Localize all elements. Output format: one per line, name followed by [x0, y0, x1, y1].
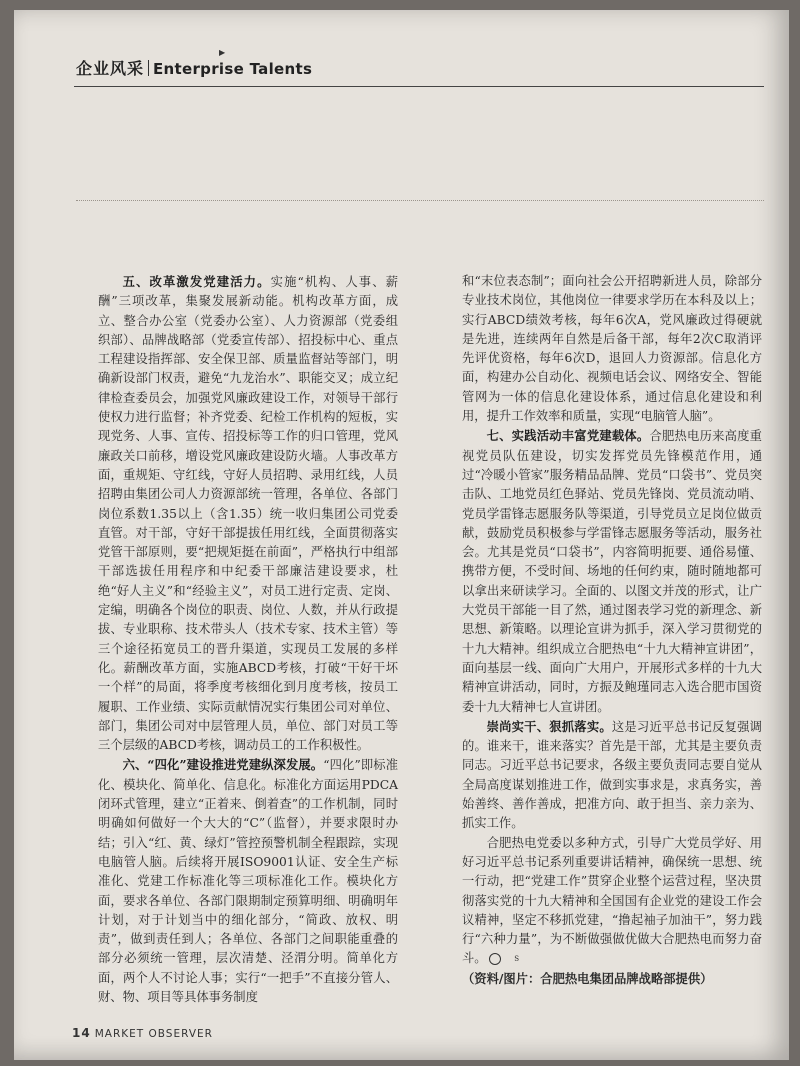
section-header — [76, 48, 313, 79]
body-hard-work: 这是习近平总书记反复强调的。谁来干，谁来落实？首先是干部，尤其是主要负责同志。习近平总书记要求，各级主要负责同志要自觉从全局高度谋划推进工作，做到实事求是，求真务实，善始善终、善作善成，把准方向、敢于担当、亲力亲为、抓实工作。 — [462, 719, 762, 831]
paragraph-continuation: 和“末位表态制”；面向社会公开招聘新进人员，除部分专业技术岗位，其他岗位一律要求学历在本科及以上；实行ABCD绩效考核，每年6次A，党风廉政过得硬就是先进，连续两年自然是后备干部，每年2次C取消评先评优资格，每年6次D，退回人力资源部。信息化方面，构建办公自动化、视频电话会议、网络安全、智能管网为一体的信息化建设体系，通过信息化建设和利用，提升工作效率和质量，实现“电脑管人脑”。 — [462, 274, 762, 424]
paragraph-four-modernizations — [98, 755, 398, 1007]
header-separator — [148, 60, 149, 76]
paragraph-practice — [462, 426, 762, 716]
heading-hard-work: 崇尚实干、狠抓落实。 — [486, 718, 612, 734]
page-number: 14 — [72, 1026, 91, 1040]
paragraph-conclusion — [462, 834, 762, 969]
dotted-divider — [76, 200, 764, 201]
paragraph-hard-work — [462, 717, 762, 834]
header-arrow-icon: ▶ — [219, 48, 226, 57]
heading-reform: 五、改革激发党建活力。 — [122, 274, 271, 289]
photo-credit: （资料/图片：合肥热电集团品牌战略部提供） — [462, 970, 713, 986]
right-column — [462, 272, 762, 988]
body-four-modernizations: “四化”即标准化、模块化、简单化、信息化。标准化方面运用PDCA闭环式管理，建立“正着来、倒着查”的工作机制，同时明确如何做好一个大大的“C”（监督），并要求限时办结；引入“红、黄、绿灯”管控预警机制全程跟踪，实现电脑管人脑。后续将开展ISO9001认证、安全生产标准化、党建工作标准化等三项标准化工作。模块化方面，要求各单位、各部门限期制定预算明细、明确明年计划，对于计划当中的细化部分，“简政、放权、明责”，做到责任到人；各单位、各部门之间职能重叠的部分必须统一管理，层次清楚、泾渭分明。简单化方面，两个人不讨论人事；实行“一把手”不直接分管人、财、物、项目等具体事务制度 — [98, 758, 398, 1004]
paragraph-reform — [98, 272, 398, 755]
section-title-en: Enterprise Talents — [153, 60, 313, 78]
page-footer — [72, 1026, 213, 1040]
body-reform: 实施“机构、人事、薪酬”三项改革，集聚发展新动能。机构改革方面，成立、整合办公室（党委办公室）、人力资源部（党委组织部）、品牌战略部（党委宣传部）、招投标中心、重点工程建设指挥部、安全保卫部、质量监督站等部门，明确新设部门权责，避免“九龙治水”、职能交叉；成立纪律检查委员会，加强党风廉政建设工作，对领导干部行使权力进行监督；补齐党委、纪检工作机构的短板，实现党务、人事、宣传、招投标等工作的归口管理，党风廉政关口前移，增设党风廉政建设防火墙。人事改革方面，重规矩、守红线，守好人员招聘、录用红线，人员招聘由集团公司人力资源部统一管理，各单位、各部门岗位系数1.35以上（含1.35）统一收归集团公司党委直管。对干部，守好干部提拔任用红线，全面贯彻落实党管干部原则，要“把规矩挺在前面”，严格执行中组部干部选拔任用程序和中纪委干部廉洁建设要求，杜绝“好人主义”和“经验主义”，对员工进行定责、定岗、定编，明确各个岗位的职责、岗位、人数，并从行政提拔、专业职称、技术带头人（技术专家、技术主管）等三个途径拓宽员工的晋升渠道，实现员工发展的多样化。薪酬改革方面，实施ABCD考核，打破“干好干坏一个样”的局面，将季度考核细化到月度考核，按员工履职、工作业绩、实际贡献情况实行集团公司对单位、部门，集团公司对中层管理人员，单位、部门对员工等三个层级的ABCD考核，调动员工的工作积极性。 — [98, 275, 398, 753]
heading-practice: 七、实践活动丰富党建载体。 — [486, 428, 650, 444]
section-title-cn: 企业风采 — [76, 59, 145, 78]
heading-four-modernizations: 六、“四化”建设推进党建纵深发展。 — [122, 757, 324, 773]
header-rule — [74, 86, 764, 87]
left-column — [98, 272, 398, 1007]
end-mark-icon: S — [489, 953, 501, 965]
magazine-name: MARKET OBSERVER — [94, 1028, 213, 1040]
body-practice: 合肥热电历来高度重视党员队伍建设，切实发挥党员先锋模范作用，通过“冷暖小管家”服务精品品牌、党员“口袋书”、党员突击队、工地党员红色驿站、党员先锋岗、党员流动哨、党员学雷锋志愿服务队等渠道，引导党员立足岗位做贡献，鼓励党员积极参与学雷锋志愿服务等活动，服务社会。尤其是党员“口袋书”，内容简明扼要、通俗易懂、携带方便，不受时间、场地的任何约束，随时随地都可以拿出来研读学习。全面的、以图文并茂的形式，让广大党员干部能一目了然，通过图表学习党的新理念、新思想、新策略。以理论宣讲为抓手，深入学习贯彻党的十九大精神。组织成立合肥热电“十九大精神宣讲团”，面向基层一线、面向广大用户，开展形式多样的十九大精神宣讲活动，同时，方振及鲍瑾同志入选合肥市国资委十九大精神七人宣讲团。 — [462, 429, 762, 714]
magazine-page — [14, 10, 789, 1060]
body-conclusion: 合肥热电党委以多种方式，引导广大党员学好、用好习近平总书记系列重要讲话精神，确保统一思想、统一行动，把“党建工作”贯穿企业整个运营过程，坚决贯彻落实党的十九大精神和全国国有企业党的建设工作会议精神，坚定不移抓党建，“撸起袖子加油干”，努力践行“六种力量”，为不断做强做优做大合肥热电而努力奋斗。 — [462, 835, 762, 966]
